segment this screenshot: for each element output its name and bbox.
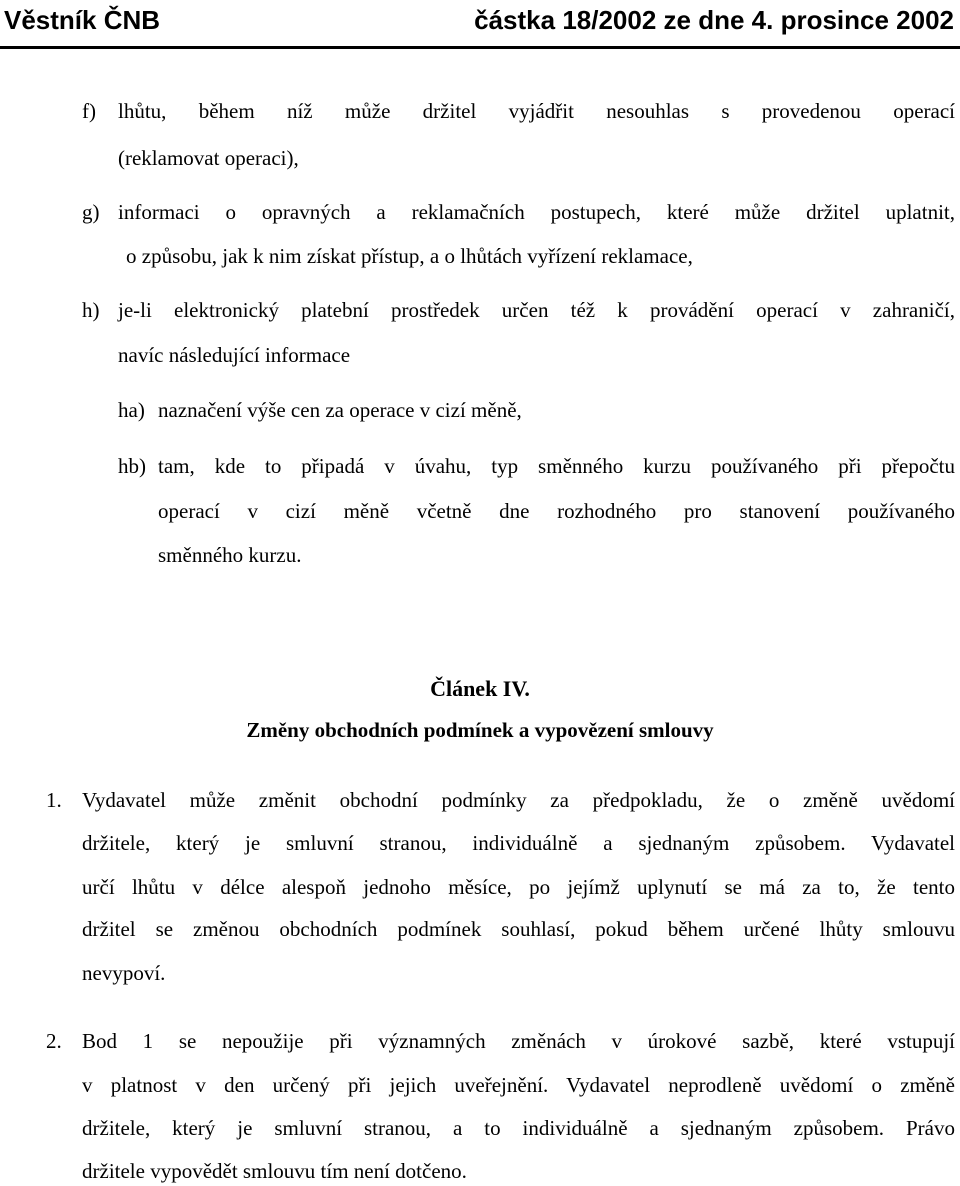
item-g-line: informaci o opravných a reklamačních postupech, které může držitel uplatnit, xyxy=(118,200,955,224)
paragraph-1-line: držitel se změnou obchodních podmínek souhlasí, pokud během určené lhůty smlouvu xyxy=(82,917,955,941)
item-hb-marker: hb) xyxy=(118,454,146,478)
item-hb-line: tam, kde to připadá v úvahu, typ směnného kurzu používaného při přepočtu xyxy=(158,454,955,478)
paragraph-1-line: určí lhůtu v délce alespoň jednoho měsíce, po jejímž uplynutí se má za to, že tento xyxy=(82,875,955,899)
paragraph-1-line: držitele, který je smluvní stranou, individuálně a sjednaným způsobem. Vydavatel xyxy=(82,831,955,855)
paragraph-2-line: Bod 1 se nepoužije při významných změnách v úrokové sazbě, které vstupují xyxy=(82,1029,955,1053)
paragraph-2-line: držitele, který je smluvní stranou, a to individuálně a sjednaným způsobem. Právo xyxy=(82,1116,955,1140)
item-hb-line: směnného kurzu. xyxy=(158,543,302,567)
paragraph-1-line: Vydavatel může změnit obchodní podmínky za předpokladu, že o změně uvědomí xyxy=(82,788,955,812)
journal-name: Věstník ČNB xyxy=(4,5,161,35)
article-number: Článek IV. xyxy=(430,676,530,701)
paragraph-2-line: držitele vypovědět smlouvu tím není dotčeno. xyxy=(82,1159,467,1183)
article-title: Změny obchodních podmínek a vypovězení smlouvy xyxy=(246,718,714,742)
item-ha-line: naznačení výše cen za operace v cizí měně, xyxy=(158,398,522,422)
item-h-marker: h) xyxy=(82,298,100,322)
item-h-line: je-li elektronický platební prostředek určen též k provádění operací v zahraničí, xyxy=(118,298,955,322)
page-header xyxy=(0,0,960,49)
item-hb-line: operací v cizí měně včetně dne rozhodného pro stanovení používaného xyxy=(158,499,955,523)
paragraph-1-line: nevypoví. xyxy=(82,961,166,985)
item-h-line: navíc následující informace xyxy=(118,343,351,367)
item-f-marker: f) xyxy=(82,99,96,123)
paragraph-2-line: v platnost v den určený při jejich uveřejnění. Vydavatel neprodleně uvědomí o změně xyxy=(82,1073,955,1097)
item-g-line: o způsobu, jak k nim získat přístup, a o lhůtách vyřízení reklamace, xyxy=(126,244,693,268)
paragraph-1-marker: 1. xyxy=(46,788,62,812)
item-g-marker: g) xyxy=(82,200,100,224)
item-f-line: lhůtu, během níž může držitel vyjádřit nesouhlas s provedenou operací xyxy=(118,99,955,123)
issue-info: částka 18/2002 ze dne 4. prosince 2002 xyxy=(474,5,954,35)
item-ha-marker: ha) xyxy=(118,398,145,422)
paragraph-2-marker: 2. xyxy=(46,1029,62,1053)
item-f-line: (reklamovat operaci), xyxy=(118,146,299,170)
